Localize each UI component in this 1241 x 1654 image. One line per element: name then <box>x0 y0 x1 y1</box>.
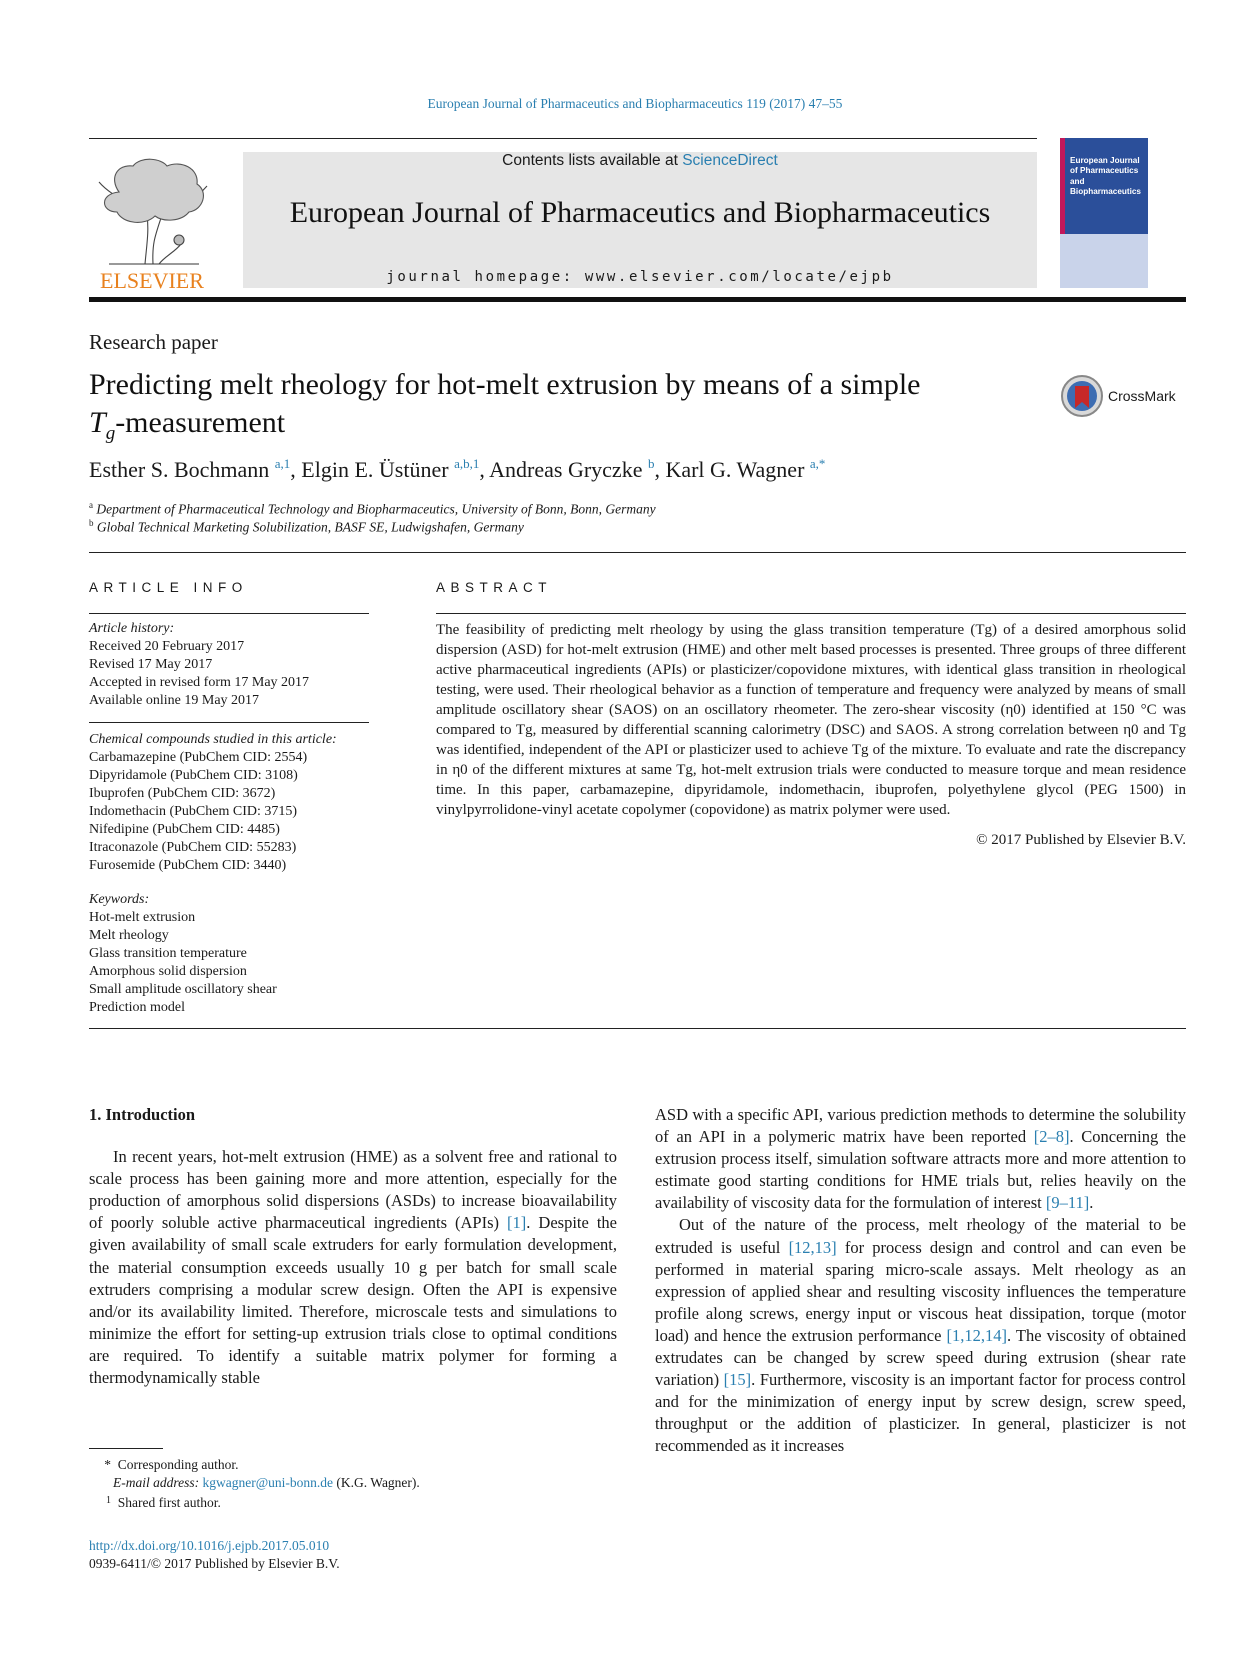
sciencedirect-link[interactable]: ScienceDirect <box>682 152 778 169</box>
abstract-paragraph: The feasibility of predicting melt rheology by using the glass transition temperature (Tg) of a desired amorphous solid dispersion (ASD) for hot-melt extrusion (HME) and other melt based processes is presented. Three groups of three different active pharmaceutical ingredients (APIs) or plasticizer/copovidone mixtures, with identical glass transition in rheological testing, were used. Their rheological behavior as a function of temperature and frequency were analyzed by means of small amplitude oscillatory shear (SAOS) on an oscillatory rheometer. The zero-shear viscosity (η0) identified at 150 °C was compared to Tg, measured by differential scanning calorimetry (DSC) and SAOS. A strong correlation between η0 and Tg was identified, independent of the API or plasticizer used to achieve Tg of the mixture. To evaluate and rate the discrepancy in η0 of the different mixtures at same Tg, hot-melt extrusion trials were conducted to measure torque and mean residence time. In this paper, carbamazepine, dipyridamole, indomethacin, ibuprofen, polyethylene glycol (PEG 1500) in vinylpyrrolidone-vinyl acetate copolymer (copovidone) as matrix polymer were used. <box>436 622 1186 818</box>
footnotes <box>89 1456 609 1512</box>
history-item: Revised 17 May 2017 <box>89 657 213 672</box>
footnote-rule <box>89 1448 163 1449</box>
keyword-item[interactable]: Small amplitude oscillatory shear <box>89 982 277 997</box>
shared-text: Shared first author. <box>117 1495 221 1510</box>
article-history <box>89 620 369 710</box>
compound-item[interactable]: Ibuprofen (PubChem CID: 3672) <box>89 786 276 801</box>
keyword-item[interactable]: Prediction model <box>89 1000 186 1015</box>
keywords-label: Keywords: <box>89 892 150 907</box>
contents-prefix: Contents lists available at <box>502 152 678 169</box>
header-divider <box>89 552 1186 553</box>
compound-item[interactable]: Itraconazole (PubChem CID: 55283) <box>89 840 297 855</box>
footnote-corresponding: * Corresponding author. <box>104 1457 239 1472</box>
email-link[interactable]: kgwagner@uni-bonn.de <box>202 1475 334 1490</box>
citation-link[interactable]: [15] <box>723 1370 752 1390</box>
author-name[interactable]: Andreas Gryczke <box>489 457 643 482</box>
compound-item[interactable]: Carbamazepine (PubChem CID: 2554) <box>89 750 308 765</box>
right-body-column <box>655 1104 1186 1458</box>
compound-item[interactable]: Indomethacin (PubChem CID: 3715) <box>89 804 298 819</box>
author-affiliation-marks[interactable]: a,1 <box>274 456 291 471</box>
body-paragraph <box>655 1214 1186 1457</box>
corresponding-text: Corresponding author. <box>117 1457 239 1472</box>
article-info-rule <box>89 613 369 614</box>
citation-link[interactable]: [9–11] <box>1045 1193 1090 1213</box>
introduction-heading: 1. Introduction <box>89 1105 196 1124</box>
body-text: ASD with a specific API, various prediction methods to determine the solubility of an API in a polymeric matrix have been reported <box>655 1105 1186 1147</box>
elsevier-wordmark: ELSEVIER <box>100 268 204 292</box>
history-item: Received 20 February 2017 <box>89 639 245 654</box>
affiliation <box>89 500 656 518</box>
masthead-thick-rule <box>89 297 1186 302</box>
crossmark-badge[interactable] <box>1060 374 1210 420</box>
keywords-list <box>89 891 369 1017</box>
body-text: . Furthermore, viscosity is an important factor for process control and for the minimization of energy input by screw design, screw speed, throughput or the addition of plasticizer. In general, plasticizer is not recommended as it increases <box>655 1370 1186 1456</box>
affiliation-mark: a <box>89 500 93 510</box>
running-head[interactable]: European Journal of Pharmaceutics and Biopharmaceutics 119 (2017) 47–55 <box>427 96 843 111</box>
info-divider <box>89 722 369 723</box>
author-affiliation-marks[interactable]: a,b,1 <box>454 456 480 471</box>
compounds-label: Chemical compounds studied in this article: <box>89 732 337 747</box>
email-suffix: (K.G. Wagner). <box>336 1475 420 1490</box>
body-paragraph <box>655 1104 1186 1214</box>
abstract-body <box>436 620 1186 850</box>
body-text: . The viscosity of obtained extrudates can be changed by screw speed during extrusion (shear rate variation) <box>655 1325 1187 1390</box>
keyword-item[interactable]: Hot-melt extrusion <box>89 910 196 925</box>
introduction-column <box>89 1104 617 1389</box>
footnote-shared: 1 Shared first author. <box>106 1495 221 1510</box>
title-tg-base: T <box>89 406 106 439</box>
issn-line: 0939-6411/© 2017 Published by Elsevier B.V. <box>89 1556 340 1571</box>
compound-item[interactable]: Furosemide (PubChem CID: 3440) <box>89 858 287 873</box>
author-affiliation-marks[interactable]: b <box>647 456 655 471</box>
front-matter-divider <box>89 1028 1186 1029</box>
keyword-item[interactable]: Amorphous solid dispersion <box>89 964 247 979</box>
title-part-1: Predicting melt rheology for hot-melt extrusion by means of a simple <box>89 368 921 401</box>
abstract-rule <box>436 613 1186 614</box>
footnote-email <box>89 1474 609 1492</box>
crossmark-label: CrossMark <box>1108 388 1176 404</box>
cover-journal-title: European Journal of Pharmaceutics and Biopharmaceutics <box>1070 156 1141 196</box>
affiliation <box>89 518 524 536</box>
contents-line <box>243 152 1037 170</box>
cover-lower-panel <box>1060 234 1148 288</box>
article-type: Research paper <box>89 330 218 354</box>
article-info-heading: ARTICLE INFO <box>89 580 248 595</box>
compound-item[interactable]: Nifedipine (PubChem CID: 4485) <box>89 822 280 837</box>
compound-item[interactable]: Dipyridamole (PubChem CID: 3108) <box>89 768 298 783</box>
journal-title: European Journal of Pharmaceutics and Biopharmaceutics <box>289 196 991 229</box>
citation-link[interactable]: [2–8] <box>1033 1127 1070 1147</box>
affiliation-mark: b <box>89 518 94 528</box>
keyword-item[interactable]: Melt rheology <box>89 928 169 943</box>
author-list: Esther S. Bochmann $^{a,1}$, Elgin E. Üstüner $^{a,b,1}$, Andreas Gryczke $^b$, Karl G. Wagner $^{a,*}$ <box>89 456 826 482</box>
title-part-2: -measurement <box>115 406 286 439</box>
elsevier-logo <box>89 152 215 292</box>
history-item: Available online 19 May 2017 <box>89 693 260 708</box>
history-label: Article history: <box>89 621 175 636</box>
introduction-paragraph <box>89 1146 617 1389</box>
citation-link[interactable]: [1,12,14] <box>946 1325 1008 1345</box>
author-name[interactable]: Elgin E. Üstüner <box>301 457 449 482</box>
body-text: for process design and control and can even be performed in material sparing micro-scale assays. Melt rheology as an expression of applied shear and resulting viscosity influences the temperature profile along screws, energy input or viscous heat dissipation, torque (motor load) and hence the extrusion performance <box>655 1237 1186 1345</box>
body-text: Out of the nature of the process, melt rheology of the material to be extruded is useful <box>655 1215 1186 1257</box>
crossmark-icon <box>1060 374 1104 418</box>
elsevier-tree-icon <box>99 159 207 264</box>
journal-cover-thumbnail[interactable] <box>1060 138 1148 288</box>
article-info-column <box>89 620 369 1033</box>
affiliation-text: Department of Pharmaceutical Technology and Biopharmaceutics, University of Bonn, Bonn, Germany <box>96 501 656 517</box>
footer-meta <box>89 1537 609 1573</box>
citation-link[interactable]: [12,13] <box>788 1237 837 1257</box>
abstract-heading: ABSTRACT <box>436 580 553 595</box>
affiliation-text: Global Technical Marketing Solubilization, BASF SE, Ludwigshafen, Germany <box>96 519 524 535</box>
abstract-copyright: © 2017 Published by Elsevier B.V. <box>976 832 1186 848</box>
doi-link[interactable]: http://dx.doi.org/10.1016/j.ejpb.2017.05.010 <box>89 1538 330 1553</box>
author-name[interactable]: Esther S. Bochmann <box>89 457 270 482</box>
history-item: Accepted in revised form 17 May 2017 <box>89 675 310 690</box>
body-text: . <box>1089 1193 1094 1213</box>
keyword-item[interactable]: Glass transition temperature <box>89 946 247 961</box>
title-tg-sub: g <box>105 423 116 444</box>
body-text: . Concerning the extrusion process itself, simulation software attracts more and more attention to estimate good starting conditions for HME trials but, relies heavily on the availability of viscosity data for the formulation of interest <box>655 1127 1186 1213</box>
compounds-list <box>89 731 369 875</box>
intro-text: In recent years, hot-melt extrusion (HME) as a solvent free and rational to scale process has been gaining more and more attention, especially for the production of amorphous solid dispersions (ASDs) to increase bioavailability of poorly soluble active pharmaceutical ingredients (APIs) <box>89 1147 617 1233</box>
author-name[interactable]: Karl G. Wagner <box>665 457 805 482</box>
intro-text: . Despite the given availability of small scale extruders for early formulation development, the material consumption exceeds usually 10 g per batch for small scale extruders comprising a modular screw design. Often the API is expensive and/or its availability limited. Therefore, microscale tests and simulations to minimize the effort for setting-up extrusion trials close to optimal conditions are required. To identify a suitable matrix polymer for forming a thermodynamically stable <box>89 1213 618 1388</box>
author-affiliation-marks[interactable]: a,* <box>809 456 826 471</box>
journal-homepage[interactable]: journal homepage: www.elsevier.com/locate/ejpb <box>386 269 894 285</box>
paper-title <box>89 366 1039 453</box>
masthead-top-rule <box>89 138 1037 139</box>
citation-link[interactable]: [1] <box>507 1213 527 1233</box>
email-label: E-mail address: <box>113 1475 200 1490</box>
